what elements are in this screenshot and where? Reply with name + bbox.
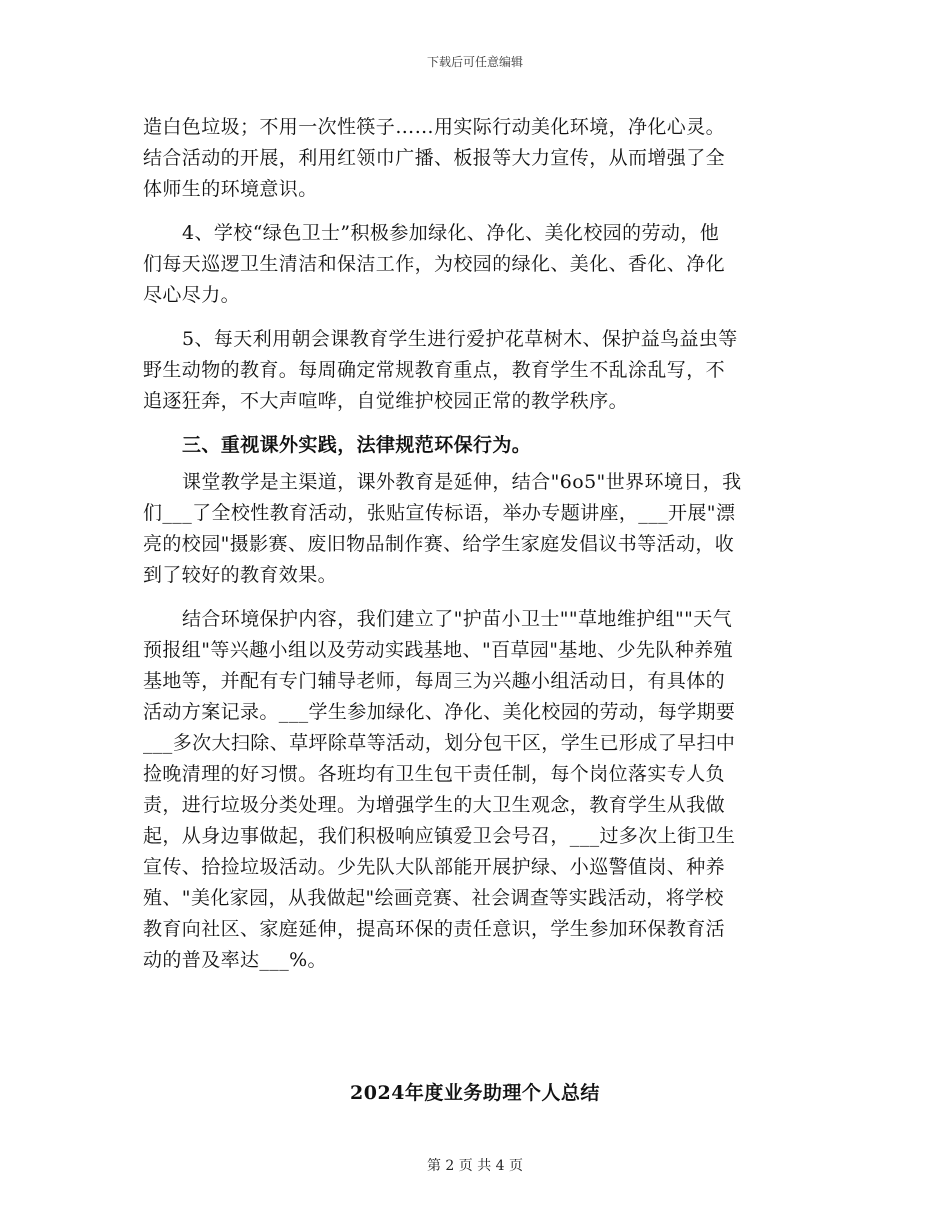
text-line: 基地等，并配有专门辅导老师，每周三为兴趣小组活动日，有具体的: [143, 670, 726, 692]
text-line: ___多次大扫除、草坪除草等活动，划分包干区，学生已形成了早扫中: [143, 732, 736, 754]
text-line: 野生动物的教育。每周确定常规教育重点，教育学生不乱涂乱写，不: [143, 359, 726, 381]
text-line: 捡晚清理的好习惯。各班均有卫生包干责任制，每个岗位落实专人负: [143, 763, 726, 785]
text-line: 殖、"美化家园，从我做起"绘画竞赛、社会调查等实践活动，将学校: [143, 887, 724, 909]
text-line: 亮的校园"摄影赛、废旧物品制作赛、给学生家庭发倡议书等活动，收: [143, 533, 735, 555]
paragraph-2: [143, 218, 809, 311]
text-line: 动的普及率达___%。: [143, 949, 327, 971]
page-footer: 第 2 页 共 4 页: [426, 1158, 524, 1174]
text-line: 4、学校“绿色卫士”积极参加绿化、净化、美化校园的劳动，他: [182, 222, 720, 244]
text-line: 起，从身边事做起，我们积极响应镇爱卫会号召，___过多次上街卫生: [143, 825, 736, 847]
text-line: 们___了全校性教育活动，张贴宣传标语，举办专题讲座，___开展"漂: [143, 502, 736, 524]
text-line: 活动方案记录。___学生参加绿化、净化、美化校园的劳动，每学期要: [143, 701, 736, 723]
text-line: 教育向社区、家庭延伸，提高环保的责任意识，学生参加环保教育活: [143, 918, 726, 940]
text-line: 结合活动的开展，利用红领巾广播、板报等大力宣传，从而增强了全: [143, 147, 726, 169]
paragraph-1: [143, 112, 809, 205]
text-line: 责，进行垃圾分类处理。为增强学生的大卫生观念，教育学生从我做: [143, 794, 726, 816]
text-line: 造白色垃圾；不用一次性筷子……用实际行动美化环境，净化心灵。: [143, 116, 726, 138]
text-line: 课堂教学是主渠道，课外教育是延伸，结合"6o5"世界环境日，我: [182, 471, 742, 493]
text-line: 5、每天利用朝会课教育学生进行爱护花草树木、保护益鸟益虫等: [182, 328, 738, 350]
text-line: 追逐狂奔，不大声喧哗，自觉维护校园正常的教学秩序。: [143, 390, 629, 412]
document-title: 2024年度业务助理个人总结: [350, 1082, 600, 1104]
document-body: [143, 112, 809, 976]
text-line: 尽心尽力。: [143, 284, 241, 306]
section-heading: 三、重视课外实践，法律规范环保行为。: [182, 434, 532, 456]
paragraph-4: [143, 467, 809, 591]
text-line: 结合环境保护内容，我们建立了"护苗小卫士""草地维护组""天气: [182, 608, 733, 630]
text-line: 体师生的环境意识。: [143, 178, 318, 200]
paragraph-3: [143, 324, 809, 417]
text-line: 到了较好的教育效果。: [143, 564, 338, 586]
section-heading-paragraph: [143, 430, 809, 461]
text-line: 们每天巡逻卫生清洁和保洁工作，为校园的绿化、美化、香化、净化: [143, 253, 726, 275]
text-line: 宣传、拾捡垃圾活动。少先队大队部能开展护绿、小巡警值岗、种养: [143, 856, 726, 878]
text-line: 预报组"等兴趣小组以及劳动实践基地、"百草园"基地、少先队种养殖: [143, 639, 734, 661]
page-header: 下载后可任意编辑: [426, 55, 523, 69]
paragraph-5: [143, 604, 809, 976]
